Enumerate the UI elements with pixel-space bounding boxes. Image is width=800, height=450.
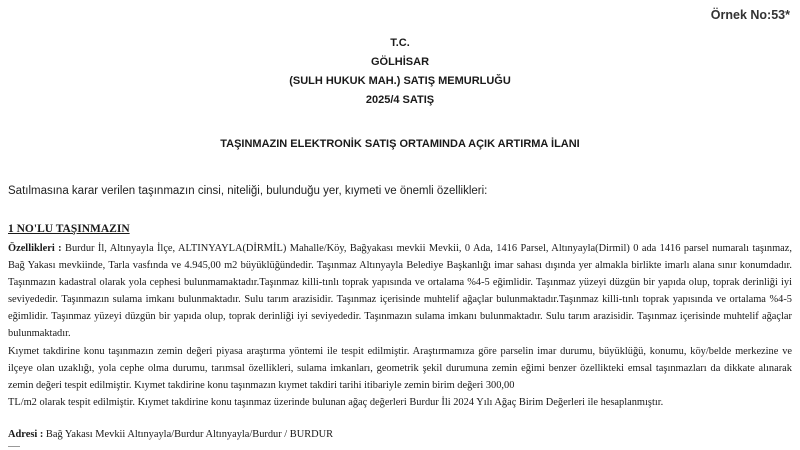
features-label: Özellikleri :: [8, 243, 62, 254]
address-label: Adresi :: [8, 429, 44, 440]
features-paragraph: [8, 240, 792, 343]
document-header: [0, 34, 800, 110]
valuation-paragraph-2: [8, 394, 792, 411]
header-file-number: 2025/4 SATIŞ: [365, 94, 435, 106]
property-heading: 1 NO'LU TAŞINMAZIN: [8, 223, 130, 235]
header-district: GÖLHİSAR: [370, 56, 430, 68]
valuation-text: Kıymet takdirine konu taşınmazın zemin değeri piyasa araştırma yöntemi ile tespit edilmiştir. Araştırmamıza göre parselin imar durumu, büyüklüğü, konumu, köy/belde merkezine ve ilçeye olan uzaklığı, yola cephe olma durumu, tarımsal özellikleri, sulama imkanları, geometrik şekil durumuna zemin eğimi benzer özellikteki emsal taşınmazları da dikkate alınarak zemin değeri tespit edilmiştir. Kıymet takdirine konu taşınmazın kıymet takdiri tarihi itibariyle zemin birim değeri 300,00: [8, 345, 792, 391]
address-line: [8, 429, 333, 440]
cut-off-next-line: [8, 446, 20, 450]
valuation-text-2: TL/m2 olarak tespit edilmiştir. Kıymet takdirine konu taşınmaz üzerinde bulunan ağaç değerleri Burdur İli 2024 Yılı Ağaç Birim Değerleri ile hesaplanmıştır.: [8, 396, 664, 408]
features-text: Burdur İl, Altınyayla İlçe, ALTINYAYLA(DİRMİL) Mahalle/Köy, Bağyakası mevkii Mevkii, 0 Ada, 1416 Parsel, Altınyayla(Dirmil) 0 ada 1416 parsel numaralı taşınmaz, Bağ Yakası mevkiinde, Tarla vasfında ve 4.945,00 m2 büyüklüğündedir. Taşınmaz Altınyayla Belediye Başkanlığı imar sahası dışında yer almakla birlikte imarlı alana sınır konumdadır. Taşınmazın kadastral olarak yola cephesi bulunmamaktadır.Taşınmaz killi-tınlı toprak yapısında ve ortalama %4-5 eğimlidir. Taşınmaz yüzeyi düzgün bir yapıda olup, toprak derinliği iyi seviyededir. Taşınmazın sulama imkanı bulunmaktadır. Sulu tarım arazisidir. Taşınmaz içerisinde muhtelif ağaçlar bulunmaktadır.Taşınmaz killi-tınlı toprak yapısında ve ortalama %4-5 eğimlidir. Taşınmaz yüzeyi düzgün bir yapıda olup, toprak derinliği iyi seviyededir. Taşınmazın sulama imkanı bulunmaktadır. Sulu tarım arazisidir. Taşınmaz içerisinde muhtelif ağaçlar bulunmaktadır.: [8, 243, 792, 340]
property-details: [8, 240, 792, 411]
valuation-paragraph: [8, 343, 792, 394]
intro-text: Satılmasına karar verilen taşınmazın cinsi, niteliği, bulunduğu yer, kıymeti ve önemli özellikleri:: [8, 185, 488, 197]
page-title: TAŞINMAZIN ELEKTRONİK SATIŞ ORTAMINDA AÇIK ARTIRMA İLANI: [220, 138, 580, 150]
header-country: T.C.: [390, 37, 410, 49]
sample-number: Örnek No:53*: [710, 8, 790, 22]
address-value: Bağ Yakası Mevkii Altınyayla/Burdur Altınyayla/Burdur / BURDUR: [45, 429, 334, 440]
header-office: (SULH HUKUK MAH.) SATIŞ MEMURLUĞU: [289, 75, 511, 87]
